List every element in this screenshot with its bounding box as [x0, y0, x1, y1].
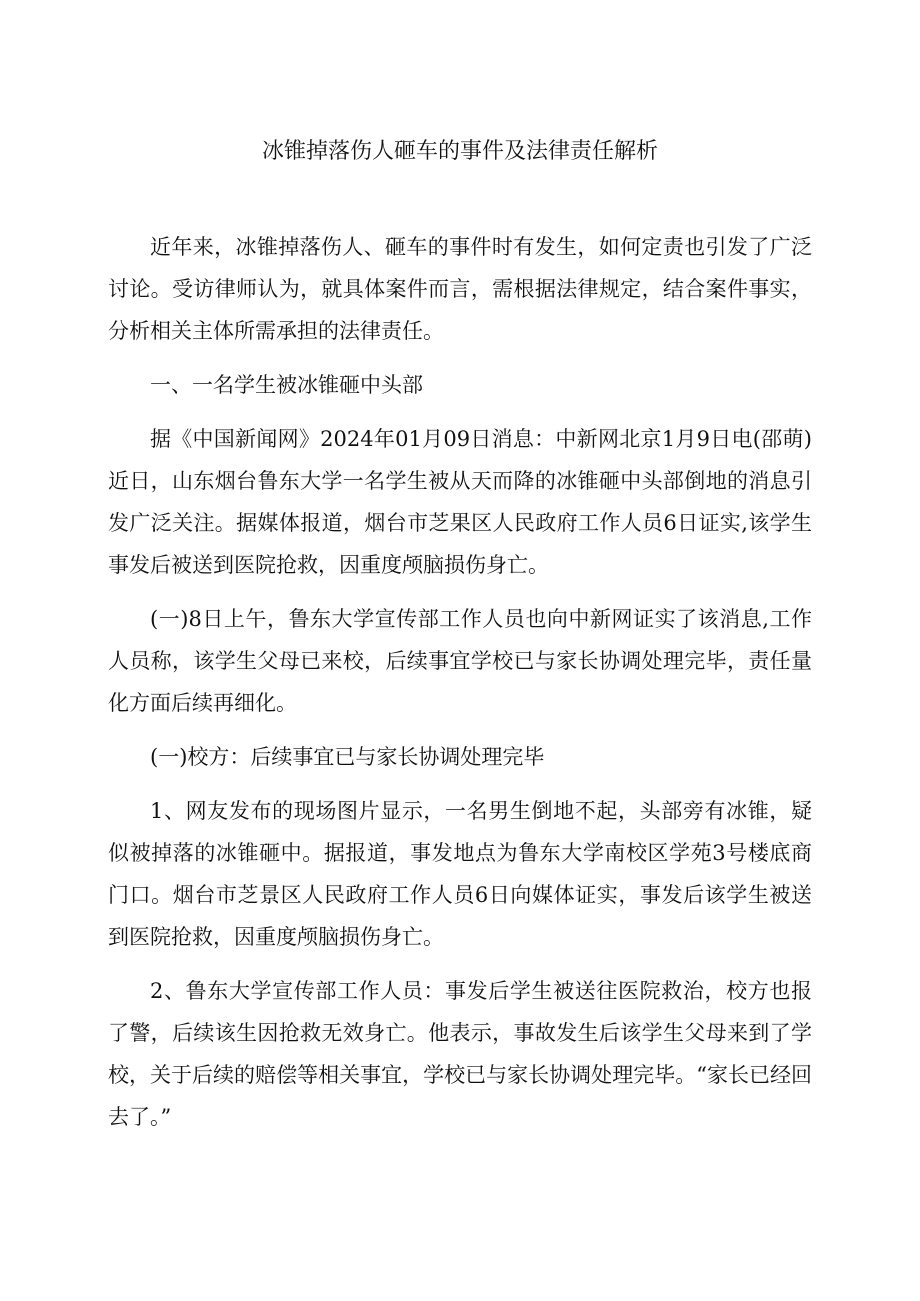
point-2-paragraph: 2、鲁东大学宣传部工作人员：事发后学生被送往医院救治，校方也报了警，后续该生因抢救无效身亡。他表示，事故发生后该学生父母来到了学校，关于后续的赔偿等相关事宜，学校已与家长协调处理完毕。“家长已经回去了。”	[108, 979, 812, 1129]
subsection-heading-school: (一)校方：后续事宜已与家长协调处理完毕	[150, 745, 545, 769]
section-heading-1: 一、一名学生被冰锥砸中头部	[150, 373, 423, 397]
news-paragraph: 据《中国新闻网》2024年01月09日消息：中新网北京1月9日电(邵萌)近日，山东烟台鲁东大学一名学生被从天而降的冰锥砸中头部倒地的消息引发广泛关注。据媒体报道，烟台市芝果区人民政府工作人员6日证实,该学生事发后被送到医院抢救，因重度颅脑损伤身亡。	[108, 427, 812, 577]
point-1-paragraph: 1、网友发布的现场图片显示，一名男生倒地不起，头部旁有冰锥，疑似被掉落的冰锥砸中。据报道，事发地点为鲁东大学南校区学苑3号楼底商门口。烟台市芝景区人民政府工作人员6日向媒体证实，事发后该学生被送到医院抢救，因重度颅脑损伤身亡。	[108, 799, 812, 949]
intro-paragraph: 近年来，冰锥掉落伤人、砸车的事件时有发生，如何定责也引发了广泛讨论。受访律师认为，就具体案件而言，需根据法律规定，结合案件事实，分析相关主体所需承担的法律责任。	[108, 235, 812, 343]
document-body	[108, 226, 812, 1150]
university-confirmation-paragraph: (一)8日上午，鲁东大学宣传部工作人员也向中新网证实了该消息,工作人员称，该学生父母已来校，后续事宜学校已与家长协调处理完毕，责任量化方面后续再细化。	[108, 607, 812, 715]
document-title: 冰锥掉落伤人砸车的事件及法律责任解析	[261, 139, 658, 164]
